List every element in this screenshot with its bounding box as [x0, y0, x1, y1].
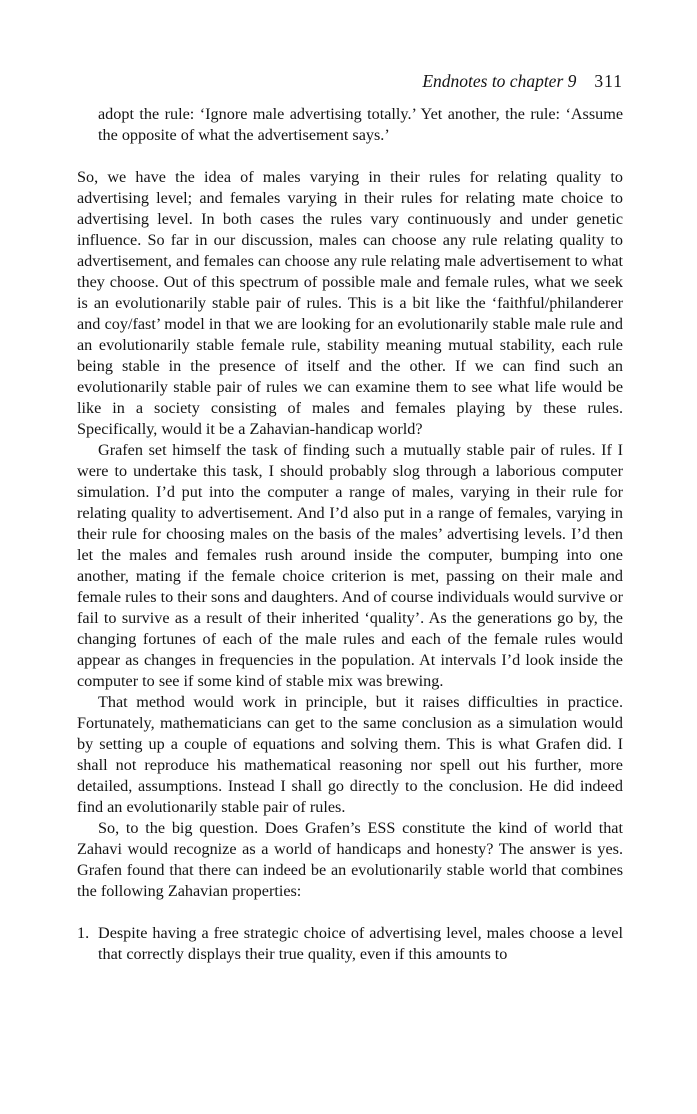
paragraph: So, to the big question. Does Grafen’s ESS constitute the kind of world that Zahavi would recognize as a world of handicaps and honesty? The answer is yes. Grafen found that there can indeed be an evolutionarily stable world that combines the following Zahavian properties: [77, 819, 623, 900]
block-quote: adopt the rule: ‘Ignore male advertising totally.’ Yet another, the rule: ‘Assume the opposite of what the advertisement says.’ [98, 105, 623, 144]
list-item-text: Despite having a free strategic choice of advertising level, males choose a level that correctly displays their true quality, even if this amounts to [98, 924, 623, 963]
list-item [77, 923, 623, 965]
book-page [77, 70, 623, 965]
page-number: 311 [594, 71, 623, 91]
running-head [77, 70, 623, 92]
paragraph: That method would work in principle, but it raises difficulties in practice. Fortunately, mathematicians can get to the same conclusion as a simulation would by setting up a couple of equations and solving them. This is what Grafen did. I shall not reproduce his mathematical reasoning nor spell out his further, more detailed, assumptions. Instead I shall go directly to the conclusion. He did indeed find an evolutionarily stable pair of rules. [77, 693, 623, 816]
body-text [77, 104, 623, 965]
chapter-title: Endnotes to chapter 9 [422, 71, 577, 91]
list-item-number: 1. [77, 924, 90, 942]
paragraph: So, we have the idea of males varying in their rules for relating quality to advertising level; and females varying in their rules for relating mate choice to advertising level. In both cases the rules vary continuously and under genetic influence. So far in our discussion, males can choose any rule relating quality to advertisement, and females can choose any rule relating male advertisement to what they choose. Out of this spectrum of possible male and female rules, what we seek is an evolutionarily stable pair of rules. This is a bit like the ‘faithful/philanderer and coy/fast’ model in that we are looking for an evolutionarily stable male rule and an evolutionarily stable female rule, stability meaning mutual stability, each rule being stable in the presence of itself and the other. If we can find such an evolutionarily stable pair of rules we can examine them to see what life would be like in a society consisting of males and females playing by these rules. Specifically, would it be a Zahavian-handicap world? [77, 168, 623, 438]
paragraph: Grafen set himself the task of finding such a mutually stable pair of rules. If I were to undertake this task, I should probably slog through a laborious computer simulation. I’d put into the computer a range of males, varying in their rule for relating quality to advertisement. And I’d also put in a range of females, varying in their rule for choosing males on the basis of the males’ advertising levels. I’d then let the males and females rush around inside the computer, bumping into one another, mating if the female choice criterion is met, passing on their male and female rules to their sons and daughters. And of course individuals would survive or fail to survive as a result of their inherited ‘quality’. As the generations go by, the changing fortunes of each of the male rules and each of the female rules would appear as changes in frequencies in the population. At intervals I’d look inside the computer to see if some kind of stable mix was brewing. [77, 441, 623, 690]
